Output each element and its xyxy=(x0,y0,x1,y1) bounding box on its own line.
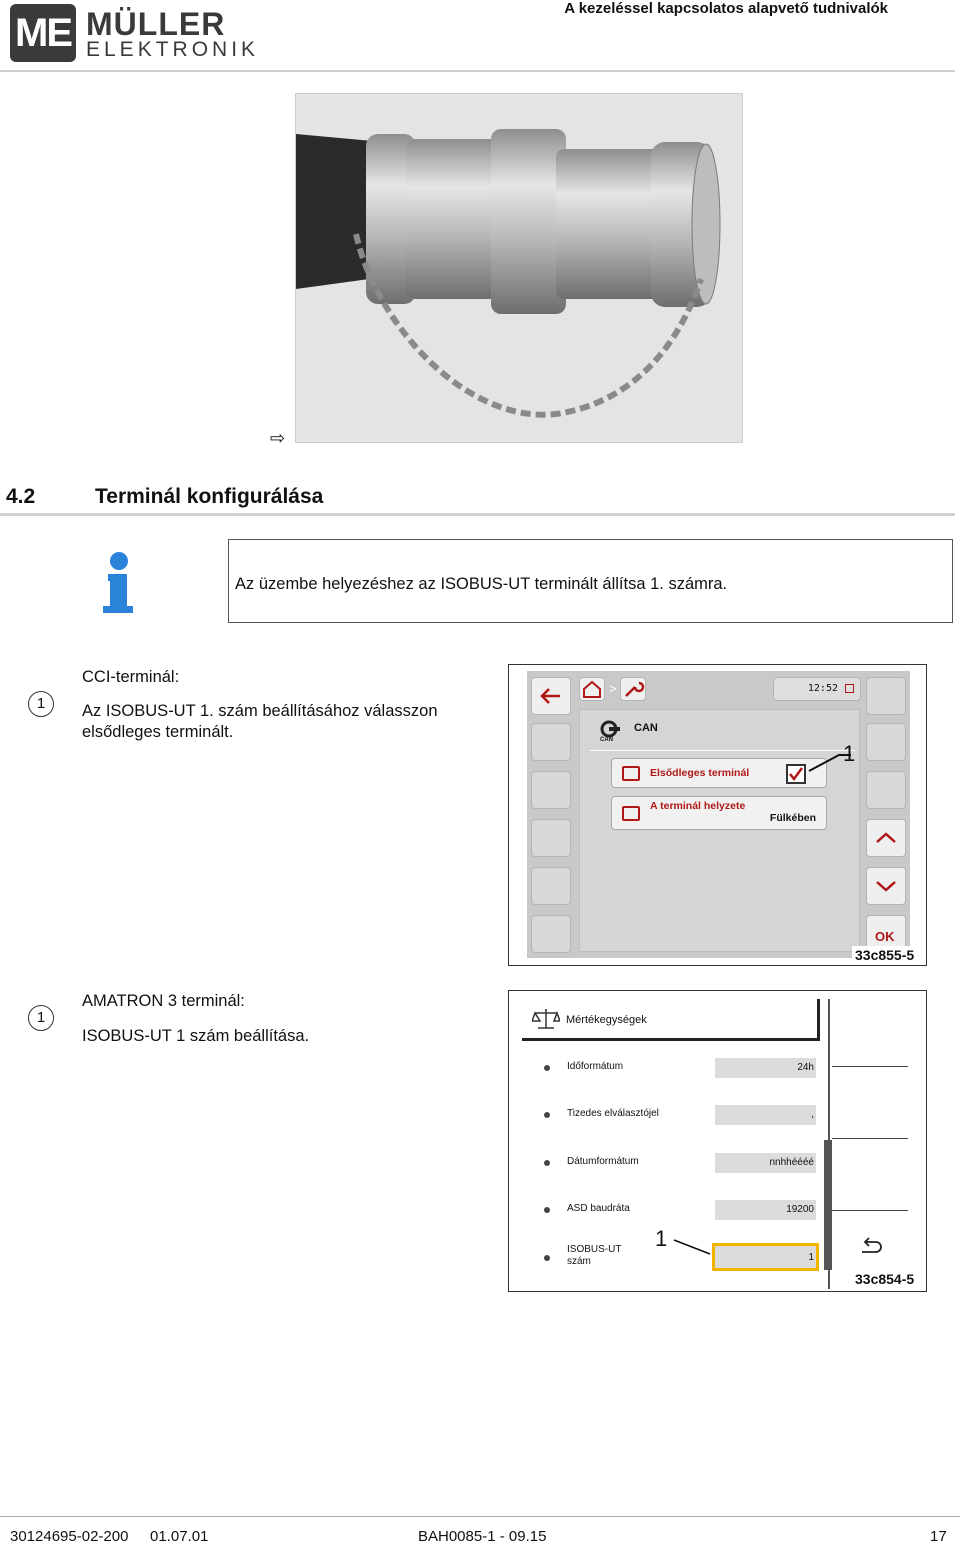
callout-number: 1 xyxy=(843,741,856,766)
ok-label: OK xyxy=(875,929,895,944)
clock-time: 12:52 xyxy=(807,683,838,694)
terminal-position-row[interactable] xyxy=(611,796,827,830)
primary-terminal-label: Elsődleges terminál xyxy=(650,767,750,779)
row-bullet xyxy=(544,1065,550,1071)
info-note-text: Az üzembe helyezéshez az ISOBUS-UT terminált állítsa 1. számra. xyxy=(235,575,728,593)
row-bullet xyxy=(544,1112,550,1118)
asd-baudrate-value[interactable]: 19200 xyxy=(715,1200,816,1220)
setting-icon xyxy=(622,766,640,781)
breadcrumb-separator: > xyxy=(609,681,617,696)
decimal-separator-label: Tizedes elválasztójel xyxy=(567,1108,659,1119)
chevron-down-icon xyxy=(867,868,905,904)
status-clock xyxy=(773,677,861,701)
row-bullet xyxy=(544,1160,550,1166)
row-bullet xyxy=(544,1255,550,1261)
step-heading: CCI-terminál: xyxy=(82,668,180,686)
terminal-position-value: Fülkében xyxy=(769,812,816,824)
step-heading: AMATRON 3 terminál: xyxy=(82,992,245,1010)
figure-code: 33c855-5 xyxy=(855,947,915,963)
soft-key[interactable] xyxy=(531,771,571,809)
logo-mark: ME xyxy=(10,4,76,62)
scroll-divider xyxy=(832,1210,908,1211)
callout-leader-line xyxy=(666,1234,716,1264)
info-icon xyxy=(100,552,136,614)
page-number: 17 xyxy=(930,1528,947,1545)
isobus-ut-number-label: ISOBUS-UT szám xyxy=(567,1244,622,1267)
wrench-icon[interactable] xyxy=(620,677,646,701)
step-marker: 1 xyxy=(28,1005,54,1031)
section-title: Terminál konfigurálása xyxy=(95,485,324,508)
home-icon[interactable] xyxy=(579,677,605,701)
step-text: ISOBUS-UT 1 szám beállítása. xyxy=(82,1027,310,1045)
step-marker: 1 xyxy=(28,691,54,717)
soft-key[interactable] xyxy=(866,723,906,761)
amatron-title: Mértékegységek xyxy=(566,1014,647,1026)
header-divider xyxy=(0,70,955,72)
can-icon-label: CAN xyxy=(600,737,613,743)
date-format-value[interactable]: nnhhéééé xyxy=(715,1153,816,1173)
soft-key[interactable] xyxy=(531,723,571,761)
soft-key[interactable] xyxy=(866,677,906,715)
scroll-divider xyxy=(832,1138,908,1139)
step-text: Az ISOBUS-UT 1. szám beállításához válasszon elsődleges terminált. xyxy=(82,702,438,741)
decimal-separator-value[interactable]: , xyxy=(715,1105,816,1125)
scales-icon xyxy=(532,1007,560,1031)
back-button[interactable] xyxy=(531,677,571,715)
doc-version: 01.07.01 xyxy=(150,1528,209,1545)
soft-key[interactable] xyxy=(531,867,571,905)
manual-code: BAH0085-1 - 09.15 xyxy=(418,1528,547,1545)
time-format-label: Időformátum xyxy=(567,1061,624,1072)
logo-wordmark: MÜLLER xyxy=(86,6,226,42)
setting-icon xyxy=(622,806,640,821)
chevron-up-icon xyxy=(867,820,905,856)
scroll-up-button[interactable] xyxy=(866,819,906,857)
scrollbar-thumb[interactable] xyxy=(824,1140,832,1270)
return-icon[interactable] xyxy=(858,1236,884,1258)
logo-subtitle: ELEKTRONIK xyxy=(86,38,260,61)
asd-baudrate-label: ASD baudráta xyxy=(567,1203,630,1214)
isobus-connector-image xyxy=(296,94,743,443)
isobus-ut-number-value[interactable]: 1 xyxy=(712,1243,819,1271)
date-format-label: Dátumformátum xyxy=(567,1156,639,1167)
footer-divider xyxy=(0,1516,960,1517)
primary-terminal-row[interactable] xyxy=(611,758,827,788)
arrow-icon: ⇨ xyxy=(270,428,286,448)
figure-code: 33c854-5 xyxy=(855,1271,915,1287)
doc-number: 30124695-02-200 xyxy=(10,1528,129,1545)
callout-number: 1 xyxy=(655,1226,668,1251)
terminal-position-label: A terminál helyzete xyxy=(650,800,746,812)
alarm-indicator-icon xyxy=(845,684,854,693)
scroll-down-button[interactable] xyxy=(866,867,906,905)
soft-key[interactable] xyxy=(866,771,906,809)
section-divider xyxy=(0,513,955,516)
connector-photo xyxy=(295,93,743,443)
row-bullet xyxy=(544,1207,550,1213)
soft-key[interactable] xyxy=(531,819,571,857)
can-title: CAN xyxy=(634,722,658,734)
soft-key[interactable] xyxy=(531,915,571,953)
back-arrow-icon xyxy=(532,678,570,714)
cci-screen xyxy=(527,671,910,958)
amatron-title-bar xyxy=(522,999,820,1041)
scroll-divider xyxy=(832,1066,908,1067)
running-header-title: A kezeléssel kapcsolatos alapvető tudnivalók xyxy=(564,0,888,17)
section-number: 4.2 xyxy=(6,485,36,508)
time-format-value[interactable]: 24h xyxy=(715,1058,816,1078)
